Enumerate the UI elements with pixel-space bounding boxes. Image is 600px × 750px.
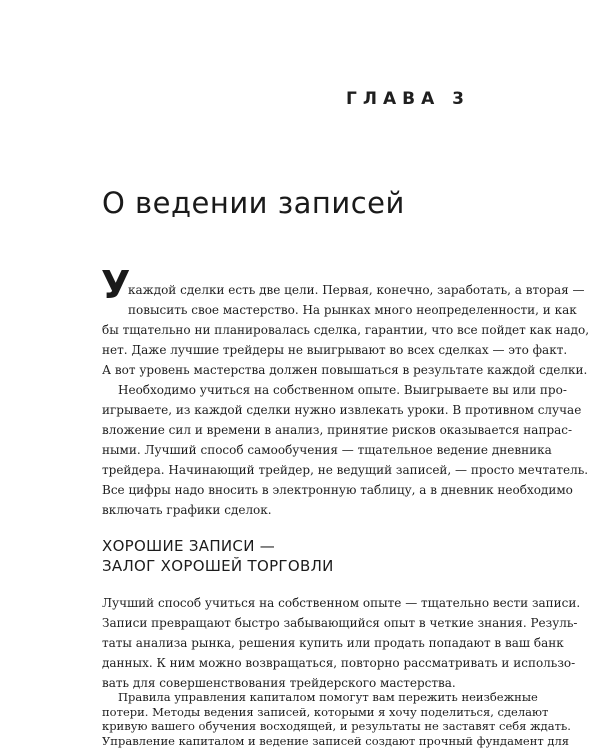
drop-cap: У (101, 263, 131, 307)
body-text-line: данных. К ним можно возвращаться, повторно рассматривать и использо- (102, 656, 576, 670)
section-heading: ЗАЛОГ ХОРОШЕЙ ТОРГОВЛИ (102, 557, 334, 575)
body-text-line: нет. Даже лучшие трейдеры не выигрывают во всех сделках — это факт. (102, 343, 568, 357)
section-heading: ХОРОШИЕ ЗАПИСИ — (102, 537, 276, 555)
body-text-line: кривую вашего обучения восходящей, и результаты не заставят себя ждать. (102, 719, 571, 733)
body-text-line: Лучший способ учиться на собственном опыте — тщательно вести записи. (102, 596, 581, 610)
body-text-line: трейдера. Начинающий трейдер, не ведущий записей, — просто мечтатель. (102, 463, 589, 477)
body-text-line: Необходимо учиться на собственном опыте. Выигрываете вы или про- (118, 383, 567, 397)
chapter-label: ГЛАВА 3 (346, 89, 470, 109)
body-text-line: вложение сил и времени в анализ, принятие рисков оказывается напрас- (102, 423, 573, 437)
body-text-line: Управление капиталом и ведение записей создают прочный фундамент для (102, 733, 570, 748)
body-text-line: Все цифры надо вносить в электронную таблицу, а в дневник необходимо (102, 483, 573, 497)
chapter-title: О ведении записей (102, 186, 405, 220)
body-text-line: вать для совершенствования трейдерского мастерства. (102, 676, 456, 690)
body-text-line: повысить свое мастерство. На рынках много неопределенности, и как (128, 303, 577, 317)
body-text-line: потери. Методы ведения записей, которыми я хочу поделиться, сделают (102, 704, 549, 719)
body-text-line: А вот уровень мастерства должен повышаться в результате каждой сделки. (102, 363, 588, 377)
body-text-line: каждой сделки есть две цели. Первая, конечно, заработать, а вторая — (128, 283, 585, 297)
body-text-line: Правила управления капиталом помогут вам пережить неизбежные (118, 690, 538, 704)
body-text-line: ными. Лучший способ самообучения — тщательное ведение дневника (102, 443, 552, 457)
body-text-line: таты анализа рынка, решения купить или продать попадают в ваш банк (102, 636, 564, 650)
body-text-line: включать графики сделок. (102, 503, 272, 517)
body-text-line: Записи превращают быстро забывающийся опыт в четкие знания. Резуль- (102, 616, 578, 630)
body-text-line: игрываете, из каждой сделки нужно извлекать уроки. В противном случае (102, 403, 582, 417)
body-text-line: бы тщательно ни планировалась сделка, гарантии, что все пойдет как надо, (102, 323, 590, 337)
